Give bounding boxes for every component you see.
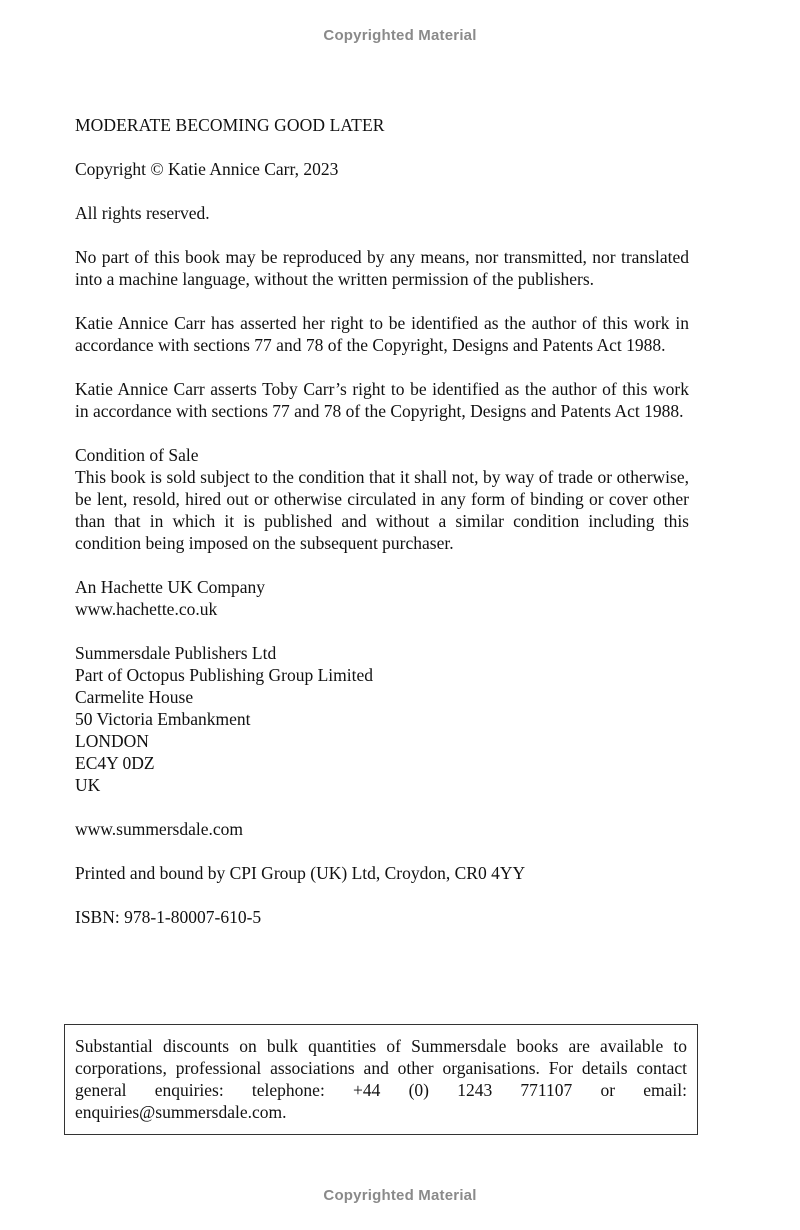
rights-reserved: All rights reserved.	[75, 203, 210, 223]
bulk-discount-notice-box	[64, 1024, 698, 1135]
condition-of-sale	[75, 444, 689, 554]
copyright-line: Copyright © Katie Annice Carr, 2023	[75, 159, 339, 179]
address-line: EC4Y 0DZ	[75, 753, 155, 773]
coauthor-assertion: Katie Annice Carr asserts Toby Carr’s right to be identified as the author of this work in accordance with sections 77 and 78 of the Copyright, Designs and Patents Act 1988.	[75, 379, 689, 421]
address-line: Part of Octopus Publishing Group Limited	[75, 665, 373, 685]
condition-of-sale-text: This book is sold subject to the condition that it shall not, by way of trade or otherwise, be lent, resold, hired out or otherwise circulated in any form of binding or cover other than that in which it is published and without a similar condition including this condition being imposed on the subsequent purchaser.	[75, 467, 689, 553]
watermark-bottom: Copyrighted Material	[323, 1187, 477, 1204]
address-line: Summersdale Publishers Ltd	[75, 643, 277, 663]
hachette-url: www.hachette.co.uk	[75, 599, 218, 619]
hachette-block	[75, 576, 689, 620]
bulk-discount-notice: Substantial discounts on bulk quantities of Summersdale books are available to corporations, professional associations and other organisations. For details contact general enquiries: telephone: +44 (0) 1243 771107 or email: enquiries@summersdale.com.	[75, 1036, 687, 1122]
condition-of-sale-heading: Condition of Sale	[75, 445, 199, 465]
printer-line: Printed and bound by CPI Group (UK) Ltd, Croydon, CR0 4YY	[75, 863, 526, 883]
isbn-line: ISBN: 978-1-80007-610-5	[75, 907, 262, 927]
address-line: Carmelite House	[75, 687, 194, 707]
author-assertion: Katie Annice Carr has asserted her right to be identified as the author of this work in accordance with sections 77 and 78 of the Copyright, Designs and Patents Act 1988.	[75, 313, 689, 355]
publisher-url: www.summersdale.com	[75, 819, 243, 839]
address-line: UK	[75, 775, 101, 795]
reproduction-notice: No part of this book may be reproduced by any means, nor transmitted, nor translated into a machine language, without the written permission of the publishers.	[75, 247, 689, 289]
publisher-address	[75, 642, 689, 796]
watermark-top: Copyrighted Material	[323, 27, 477, 44]
hachette-company: An Hachette UK Company	[75, 577, 266, 597]
book-title: MODERATE BECOMING GOOD LATER	[75, 115, 385, 135]
address-line: 50 Victoria Embankment	[75, 709, 251, 729]
address-line: LONDON	[75, 731, 149, 751]
copyright-page-content	[75, 114, 689, 950]
